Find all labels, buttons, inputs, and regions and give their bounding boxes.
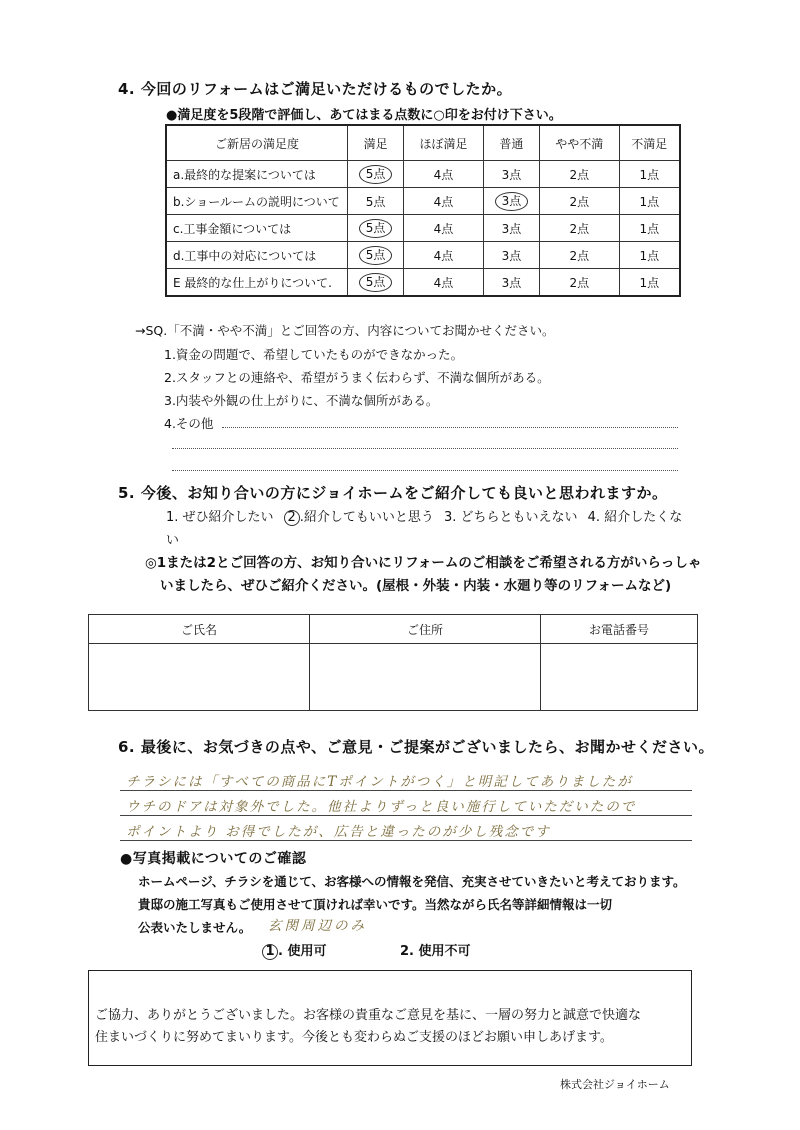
answer-line — [120, 840, 692, 841]
header-cell: ご住所 — [310, 615, 541, 644]
thanks-box — [88, 970, 692, 1066]
photo-option-1-label: . 使用可 — [278, 944, 327, 959]
answer-line — [120, 790, 692, 791]
selected-score[interactable]: 3点 — [495, 192, 529, 211]
q5-option-2[interactable]: .紹介してもいいと思う — [299, 510, 434, 525]
q5-options — [166, 506, 682, 526]
q5-title: 5. 今後、お知り合いの方にジョイホームをご紹介しても良いと思われますか。 — [118, 484, 668, 502]
photo-text-line-1: ホームページ、チラシを通じて、お客様への情報を発信、充実させていきたいと考えております。 — [138, 874, 686, 889]
photo-title: ●写真掲載についてのご確認 — [120, 851, 307, 867]
score-cell[interactable]: 1点 — [619, 161, 680, 188]
handwritten-comment-line[interactable]: ウチのドアは対象外でした。他社よりずっと良い施行していただいたので — [126, 799, 637, 815]
photo-text-line-2: 貴邸の施工写真もご使用させて頂ければ幸いです。当然ながら氏名等詳細情報は一切 — [138, 897, 613, 912]
score-cell[interactable]: 1点 — [619, 215, 680, 242]
sq-option[interactable]: 4.その他 — [164, 416, 214, 431]
q5-option-1[interactable]: 1. ぜひ紹介したい — [166, 510, 274, 525]
header-cell: やや不満 — [540, 125, 620, 161]
score-cell[interactable]: 3点 — [483, 242, 539, 269]
handwritten-photo-note[interactable]: 玄関周辺のみ — [268, 918, 367, 934]
score-cell — [348, 161, 404, 188]
score-cell[interactable]: 1点 — [619, 242, 680, 269]
header-cell: ご氏名 — [89, 615, 310, 644]
table-row — [166, 161, 680, 188]
selected-score[interactable]: 5点 — [359, 273, 393, 292]
score-cell[interactable]: 1点 — [619, 269, 680, 297]
q5-option-4[interactable]: 4. 紹介したくな — [587, 510, 683, 525]
score-cell[interactable]: 4点 — [404, 188, 484, 215]
thanks-line-1: ご協力、ありがとうございました。お客様の貴重なご意見を基に、一層の努力と誠意で快適な — [95, 1008, 642, 1023]
score-cell[interactable]: 2点 — [540, 161, 620, 188]
score-cell[interactable]: 2点 — [540, 269, 620, 297]
q4-title: 4. 今回のリフォームはご満足いただけるものでしたか。 — [118, 80, 513, 98]
sq-title: →SQ.「不満・やや不満」とご回答の方、内容についてお聞かせください。 — [135, 323, 555, 338]
table-header-row — [166, 125, 680, 161]
sq-option[interactable]: 2.スタッフとの連絡や、希望がうまく伝わらず、不満な個所がある。 — [164, 370, 550, 385]
photo-option-2[interactable]: 2. 使用不可 — [400, 944, 471, 959]
satisfaction-table — [165, 124, 681, 297]
header-cell: お電話番号 — [541, 615, 698, 644]
header-cell: ほぼ満足 — [404, 125, 484, 161]
row-label: d.工事中の対応については — [166, 242, 348, 269]
thanks-line-2: 住まいづくりに努めてまいります。今後とも変わらぬご支援のほどお願い申しあげます。 — [95, 1030, 613, 1045]
table-row — [166, 188, 680, 215]
score-cell[interactable]: 2点 — [540, 242, 620, 269]
name-input-cell[interactable] — [89, 644, 310, 711]
answer-line — [120, 815, 692, 816]
score-cell[interactable]: 5点 — [348, 188, 404, 215]
q5-note-line-2: いましたら、ぜひご紹介ください。(屋根・外装・内装・水廻り等のリフォームなど) — [160, 578, 672, 594]
photo-option-1[interactable] — [262, 940, 326, 960]
table-row — [166, 215, 680, 242]
q5-option-2-number[interactable]: 2 — [284, 510, 300, 526]
score-cell — [348, 215, 404, 242]
score-cell[interactable]: 1点 — [619, 188, 680, 215]
phone-input-cell[interactable] — [541, 644, 698, 711]
selected-score[interactable]: 5点 — [359, 219, 393, 238]
row-label: a.最終的な提案については — [166, 161, 348, 188]
header-cell: 不満足 — [619, 125, 680, 161]
score-cell — [483, 188, 539, 215]
row-label: c.工事金額については — [166, 215, 348, 242]
row-label: b.ショールームの説明について — [166, 188, 348, 215]
header-cell: 満足 — [348, 125, 404, 161]
address-input-cell[interactable] — [310, 644, 541, 711]
score-cell[interactable]: 4点 — [404, 242, 484, 269]
score-cell[interactable]: 3点 — [483, 161, 539, 188]
q5-option-4-wrap: い — [166, 533, 180, 548]
other-answer-line[interactable] — [222, 427, 678, 428]
score-cell — [348, 269, 404, 297]
handwritten-comment-line[interactable]: ポイントより お得でしたが、広告と違ったのが少し残念です — [126, 824, 551, 840]
score-cell[interactable]: 3点 — [483, 269, 539, 297]
q5-note-line-1: ◎1または2とご回答の方、お知り合いにリフォームのご相談をご希望される方がいらっしゃ — [145, 555, 702, 571]
other-answer-line[interactable] — [172, 448, 678, 449]
header-cell: ご新居の満足度 — [166, 125, 348, 161]
score-cell[interactable]: 3点 — [483, 215, 539, 242]
score-cell[interactable]: 4点 — [404, 269, 484, 297]
q4-instruction: ●満足度を5段階で評価し、あてはまる点数に○印をお付け下さい。 — [166, 108, 562, 123]
other-answer-line[interactable] — [172, 470, 678, 471]
company-name: 株式会社ジョイホーム — [560, 1078, 670, 1091]
table-row — [166, 242, 680, 269]
score-cell — [348, 242, 404, 269]
header-cell: 普通 — [483, 125, 539, 161]
handwritten-comment-line[interactable]: チラシには「すべての商品にTポイントがつく」と明記してありましたが — [126, 774, 633, 790]
score-cell[interactable]: 4点 — [404, 161, 484, 188]
table-header-row — [89, 615, 698, 644]
sq-option[interactable]: 1.資金の問題で、希望していたものができなかった。 — [164, 347, 464, 362]
sq-option[interactable]: 3.内装や外観の仕上がりに、不満な個所がある。 — [164, 393, 439, 408]
table-row — [166, 269, 680, 297]
q5-option-3[interactable]: 3. どちらともいえない — [443, 510, 578, 525]
selected-score[interactable]: 5点 — [359, 246, 393, 265]
selected-score[interactable]: 5点 — [359, 165, 393, 184]
row-label: E 最終的な仕上がりについて. — [166, 269, 348, 297]
photo-option-1-number[interactable]: 1 — [262, 944, 278, 960]
contact-table — [88, 614, 698, 711]
q6-title: 6. 最後に、お気づきの点や、ご意見・ご提案がございましたら、お聞かせください。 — [118, 738, 715, 756]
score-cell[interactable]: 2点 — [540, 188, 620, 215]
photo-text-line-3: 公表いたしません。 — [138, 920, 252, 935]
score-cell[interactable]: 4点 — [404, 215, 484, 242]
table-row — [89, 644, 698, 711]
score-cell[interactable]: 2点 — [540, 215, 620, 242]
